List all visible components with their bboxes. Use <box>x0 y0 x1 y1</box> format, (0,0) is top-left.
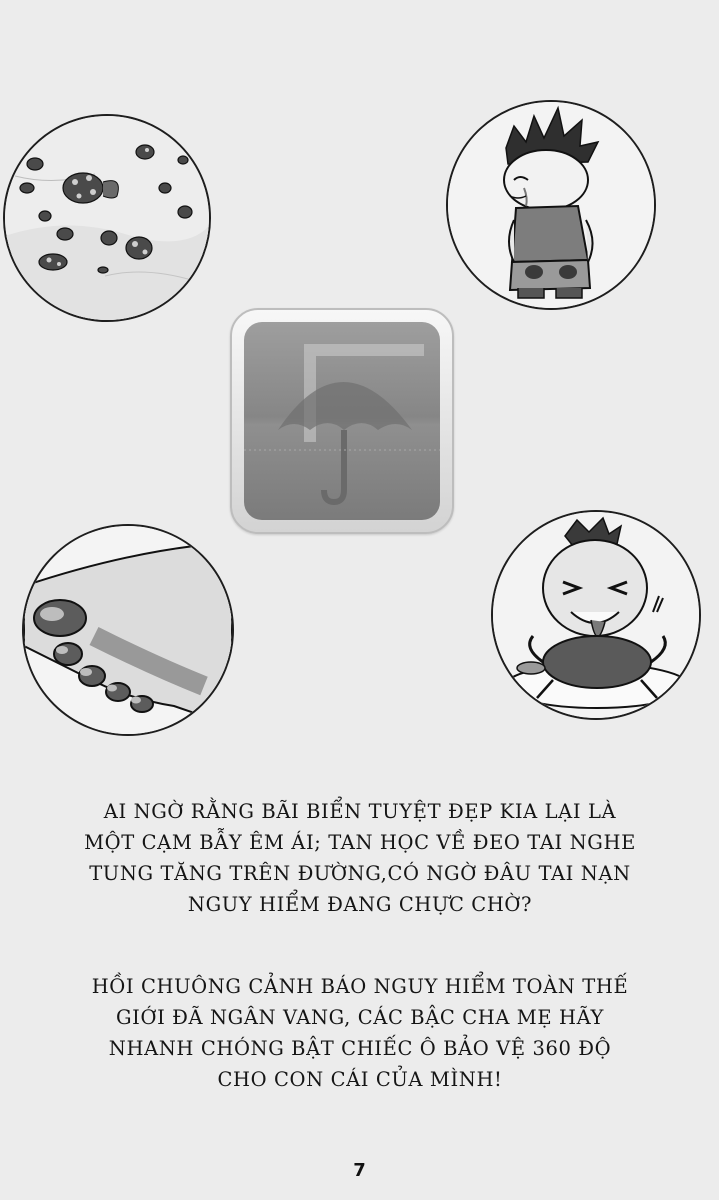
paragraph-line: NHANH CHÓNG BẬT CHIẾC Ô BẢO VỆ 360 ĐỘ <box>108 1037 612 1060</box>
bruised-foot-drawing <box>24 526 232 734</box>
paragraph-line: CHO CON CÁI CỦA MÌNH! <box>217 1068 503 1091</box>
sea-urchin-rocks-illustration <box>3 114 211 322</box>
paragraph-line: AI NGỜ RẰNG BÃI BIỂN TUYỆT ĐẸP KIA LẠI LÀ <box>103 800 617 823</box>
boy-eating-crab-illustration <box>491 510 701 720</box>
warning-paragraph <box>40 971 680 1095</box>
umbrella-emblem-inner <box>244 322 440 520</box>
paragraph-line: TUNG TĂNG TRÊN ĐƯỜNG,CÓ NGỜ ĐÂU TAI NẠN <box>89 862 631 885</box>
umbrella-icon <box>244 322 440 520</box>
intro-paragraph <box>40 796 680 920</box>
paragraph-line: HỒI CHUÔNG CẢNH BÁO NGUY HIỂM TOÀN THẾ <box>91 975 629 998</box>
paragraph-line: NGUY HIỂM ĐANG CHỰC CHỜ? <box>187 893 533 916</box>
crying-boy-drawing <box>448 102 654 308</box>
paragraph-line: MỘT CẠM BẪY ÊM ÁI; TAN HỌC VỀ ĐEO TAI NGHE <box>84 831 636 854</box>
sea-urchin-rocks-drawing <box>5 116 209 320</box>
page-number: 7 <box>353 1160 366 1181</box>
umbrella-emblem <box>230 308 454 534</box>
paragraph-line: GIỚI ĐÃ NGÂN VANG, CÁC BẬC CHA MẸ HÃY <box>116 1006 604 1029</box>
boy-eating-crab-drawing <box>493 512 699 718</box>
crying-boy-illustration <box>446 100 656 310</box>
bruised-foot-illustration <box>22 524 234 736</box>
